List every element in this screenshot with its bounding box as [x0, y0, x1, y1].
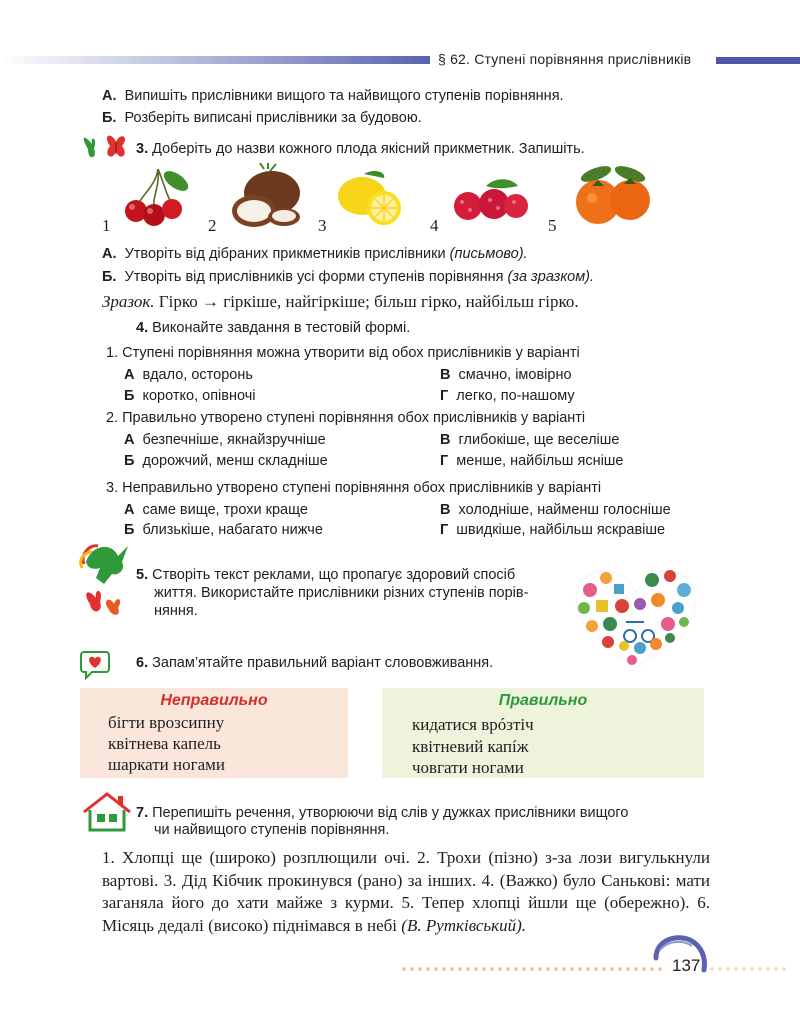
lemon-icon — [334, 168, 408, 228]
fruit-number-1: 1 — [102, 216, 111, 235]
cherries-icon — [118, 165, 194, 229]
task4-number: 4. — [136, 320, 149, 336]
fruit-number-4: 4 — [430, 216, 439, 235]
task6-instruction — [136, 655, 493, 671]
option-3-a: А саме вище, трохи краще — [124, 502, 308, 518]
unicorn-butterfly-icon — [78, 538, 134, 624]
page-number: 137 — [672, 956, 701, 975]
option-1-b: Б коротко, опівночі — [124, 388, 256, 404]
option-2-g: Г менше, найбільш ясніше — [440, 453, 624, 469]
wrong-item-3: шаркати ногами — [108, 755, 225, 774]
coconut-icon — [224, 163, 308, 231]
task3-number: 3. — [136, 141, 149, 157]
option-1-v: В смачно, імовірно — [440, 367, 572, 383]
persimmons-icon — [566, 160, 660, 230]
option-2-a: А безпечніше, якнайзручніше — [124, 432, 326, 448]
task7-author: (В. Рутківський). — [401, 915, 527, 935]
footer-dots-right — [708, 966, 788, 972]
task7-instruction — [136, 805, 628, 839]
task4-text: Виконайте завдання в тестовій формі. — [152, 320, 411, 336]
header-decor-right — [716, 57, 800, 64]
right-item-2: квітневий капíж — [412, 737, 529, 756]
right-item-3: човгати ногами — [412, 758, 524, 777]
right-item-1: кидатися врóзтіч — [412, 715, 534, 734]
task3-a-note: (письмово). — [449, 246, 528, 262]
sample-label: Зразок. — [102, 292, 155, 311]
option-2-v: В глибокіше, ще веселіше — [440, 432, 620, 448]
task-a-line — [102, 88, 564, 104]
task4-instruction — [136, 320, 410, 336]
task3-b-label: Б. — [102, 269, 117, 285]
wrong-usage-box — [80, 688, 348, 778]
task3-a-text: Утворіть від дібраних прикметників прислівники — [124, 246, 450, 262]
task-b-line — [102, 110, 422, 126]
task7-line-2: чи найвищого ступенів порівняння. — [154, 822, 390, 838]
task7-paragraph — [102, 847, 710, 937]
right-usage-box — [382, 688, 704, 778]
task-b-label: Б. — [102, 110, 117, 126]
page-header-title: § 62. Ступені порівняння прислівників — [438, 51, 692, 67]
right-usage-title: Правильно — [498, 692, 588, 709]
footer-dots-left — [400, 966, 665, 972]
wrong-usage-title: Неправильно — [160, 692, 268, 709]
task7-line-1: Перепишіть речення, утворюючи від слів у дужках прислівники вищого — [152, 805, 629, 821]
option-1-a: А вдало, осторонь — [124, 367, 253, 383]
option-3-g: Г швидкіше, найбільш яскравіше — [440, 522, 666, 538]
task6-text: Запам’ятайте правильний варіант слововживання. — [152, 655, 494, 671]
task-b-text: Розберіть виписані прислівники за будовою. — [124, 110, 422, 126]
task6-number: 6. — [136, 655, 149, 671]
wrong-item-1: бігти врозсипну — [108, 713, 225, 732]
speech-bubble-heart-icon — [80, 650, 110, 680]
task5-number: 5. — [136, 567, 149, 583]
test-question-1: 1. Ступені порівняння можна утворити від обох прислівників у варіанті — [106, 345, 580, 361]
healthy-lifestyle-heart-icon — [570, 564, 702, 674]
option-3-v: В холодніше, найменш голосніше — [440, 502, 671, 518]
test-question-3: 3. Неправильно утворено ступені порівняння обох прислівників у варіанті — [106, 480, 602, 496]
option-3-b: Б близькіше, набагато нижче — [124, 522, 323, 538]
task5-line-1: Створіть текст реклами, що пропагує здоровий спосіб — [152, 567, 516, 583]
task3-text: Доберіть до назви кожного плода якісний прикметник. Запишіть. — [152, 141, 585, 157]
header-decor-left — [0, 56, 430, 64]
wrong-item-2: квітнева капель — [108, 734, 221, 753]
raspberries-icon — [446, 176, 536, 226]
task3-b-text: Утворіть від прислівників усі форми ступенів порівняння — [124, 269, 508, 285]
task3-sample — [102, 292, 579, 312]
task-a-text: Випишіть прислівники вищого та найвищого ступенів порівняння. — [124, 88, 564, 104]
fruit-number-5: 5 — [548, 216, 557, 235]
option-2-b: Б дорожчий, менш складніше — [124, 453, 328, 469]
task7-paragraph-text: 1. Хлопці ще (широко) розплющили очі. 2. Трохи (пізно) з-за лози вигулькнули вартові. 3. Дід Кібчик прокинувся (рано) за інших. 4. (Важко) було Саньковi: мати заганяла його до хати майже з курми. 5. Тепер хлопці йшли ще (обережно). 6. Місяць дедалі (високо) піднімався в небі — [102, 848, 710, 935]
task5-line-2: життя. Використайте прислівники різних ступенів порів- — [154, 585, 529, 601]
task-a-label: А. — [102, 88, 117, 104]
task5-text-block — [136, 566, 556, 620]
fruit-number-2: 2 — [208, 216, 217, 235]
task3-b-line — [102, 269, 594, 285]
butterflies-icon — [80, 132, 132, 166]
task3-instruction — [136, 141, 585, 157]
task3-a-label: А. — [102, 246, 117, 262]
option-1-g: Г легко, по-нашому — [440, 388, 575, 404]
task3-a-line — [102, 246, 528, 262]
task5-line-3: няння. — [154, 603, 198, 619]
task7-number: 7. — [136, 805, 149, 821]
test-question-2: 2. Правильно утворено ступені порівняння обох прислівників у варіанті — [106, 410, 586, 426]
task3-b-note: (за зразком). — [507, 269, 595, 285]
house-icon — [80, 792, 134, 832]
fruit-number-3: 3 — [318, 216, 327, 235]
sample-text: Гірко → гіркіше, найгіркіше; більш гірко, найбільш гірко. — [154, 292, 579, 311]
